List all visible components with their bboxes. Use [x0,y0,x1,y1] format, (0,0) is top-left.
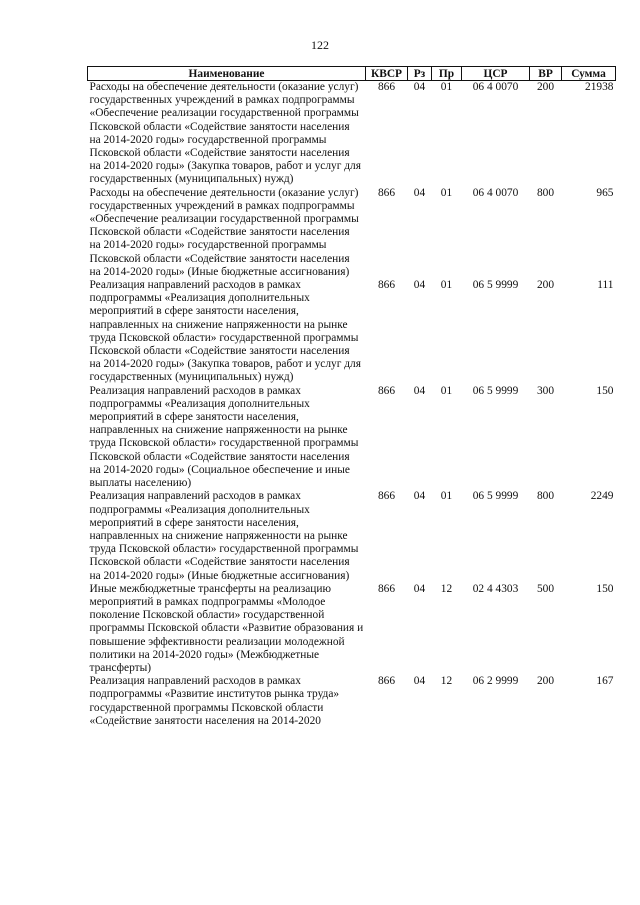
cell-pr: 01 [440,279,453,292]
cell-name: Иные межбюджетные трансферты на реализацию мероприятий в рамках подпрограммы «Молодое поколение Псковской области» государственной программы Псковской области «Развитие образования и повышение эффективности реализации молодежной политики на 2014-2020 годы» (Межбюджетные трансферты) [89,582,364,674]
cell-pr: 12 [440,675,453,688]
cell-pr: 01 [440,186,453,199]
cell-kvsr: 866 [377,186,396,199]
cell-name: Реализация направлений расходов в рамках подпрограммы «Реализация дополнительных мероприятий в сфере занятости населения, направленных на снижение напряженности на рынке труда Псковской области» государственной программы Псковской области «Содействие занятости населения на 2014-2020 годы» (Закупка товаров, работ и услуг для государственных (муниципальных) нужд) [89,279,361,384]
cell-sum: 2249 [590,490,614,503]
header-vr: ВР [530,67,562,81]
cell-vr: 800 [536,186,555,199]
cell-kvsr: 866 [377,81,396,93]
cell-csr: 06 2 9999 [472,675,519,688]
cell-sum: 150 [596,384,614,397]
cell-pr: 01 [440,384,453,397]
cell-rz: 04 [413,384,426,397]
cell-kvsr: 866 [377,384,396,397]
cell-pr: 01 [440,81,453,93]
header-pr: Пр [432,67,462,81]
cell-sum: 167 [596,675,614,688]
header-name: Наименование [88,67,366,81]
budget-table [87,66,616,728]
cell-rz: 04 [413,490,426,503]
table-row [88,490,616,582]
table-row [88,187,616,279]
cell-kvsr: 866 [377,582,396,595]
cell-rz: 04 [413,279,426,292]
table-row [88,279,616,385]
cell-name: Реализация направлений расходов в рамках подпрограммы «Развитие институтов рынка труда» государственной программы Псковской области «Содействие занятости населения на 2014-2020 [89,675,340,727]
cell-csr: 06 5 9999 [472,279,519,292]
cell-sum: 965 [596,186,614,199]
table-row [88,675,616,728]
cell-csr: 06 5 9999 [472,490,519,503]
cell-name: Реализация направлений расходов в рамках подпрограммы «Реализация дополнительных мероприятий в сфере занятости населения, направленных на снижение напряженности на рынке труда Псковской области» государственной программы Псковской области «Содействие занятости населения на 2014-2020 годы» (Иные бюджетные ассигнования) [89,490,359,582]
cell-pr: 12 [440,582,453,595]
cell-csr: 06 4 0070 [472,81,519,93]
cell-vr: 200 [536,279,555,292]
header-sum: Сумма [562,67,616,81]
cell-vr: 200 [536,81,555,93]
cell-rz: 04 [413,675,426,688]
cell-pr: 01 [440,490,453,503]
cell-vr: 500 [536,582,555,595]
cell-sum: 111 [597,279,614,292]
cell-kvsr: 866 [377,490,396,503]
cell-name: Расходы на обеспечение деятельности (оказание услуг) государственных учреждений в рамках подпрограммы «Обеспечение реализации государственной программы Псковской области «Содействие занятости населения на 2014-2020 годы» государственной программы Псковской области «Содействие занятости населения на 2014-2020 годы» (Закупка товаров, работ и услуг для государственных (муниципальных) нужд) [89,81,361,186]
table-row [88,385,616,491]
cell-rz: 04 [413,582,426,595]
cell-kvsr: 866 [377,675,396,688]
header-kvsr: КВСР [366,67,408,81]
cell-kvsr: 866 [377,279,396,292]
table-header-row [88,67,616,81]
cell-vr: 200 [536,675,555,688]
cell-sum: 21938 [585,81,614,93]
cell-sum: 150 [596,582,614,595]
table-row [88,81,616,187]
cell-rz: 04 [413,186,426,199]
cell-csr: 02 4 4303 [472,582,519,595]
table-row [88,583,616,675]
cell-vr: 300 [536,384,555,397]
cell-vr: 800 [536,490,555,503]
cell-name: Расходы на обеспечение деятельности (оказание услуг) государственных учреждений в рамках подпрограммы «Обеспечение реализации государственной программы Псковской области «Содействие занятости населения на 2014-2020 годы» государственной программы Псковской области «Содействие занятости населения на 2014-2020 годы» (Иные бюджетные ассигнования) [89,186,359,278]
cell-rz: 04 [413,81,426,93]
cell-csr: 06 4 0070 [472,186,519,199]
header-csr: ЦСР [462,67,530,81]
header-rz: Рз [408,67,432,81]
cell-name: Реализация направлений расходов в рамках подпрограммы «Реализация дополнительных мероприятий в сфере занятости населения, направленных на снижение напряженности на рынке труда Псковской области» государственной программы Псковской области «Содействие занятости населения на 2014-2020 годы» (Социальное обеспечение и иные выплаты населению) [89,384,359,490]
page-number: 122 [311,38,329,52]
cell-csr: 06 5 9999 [472,384,519,397]
